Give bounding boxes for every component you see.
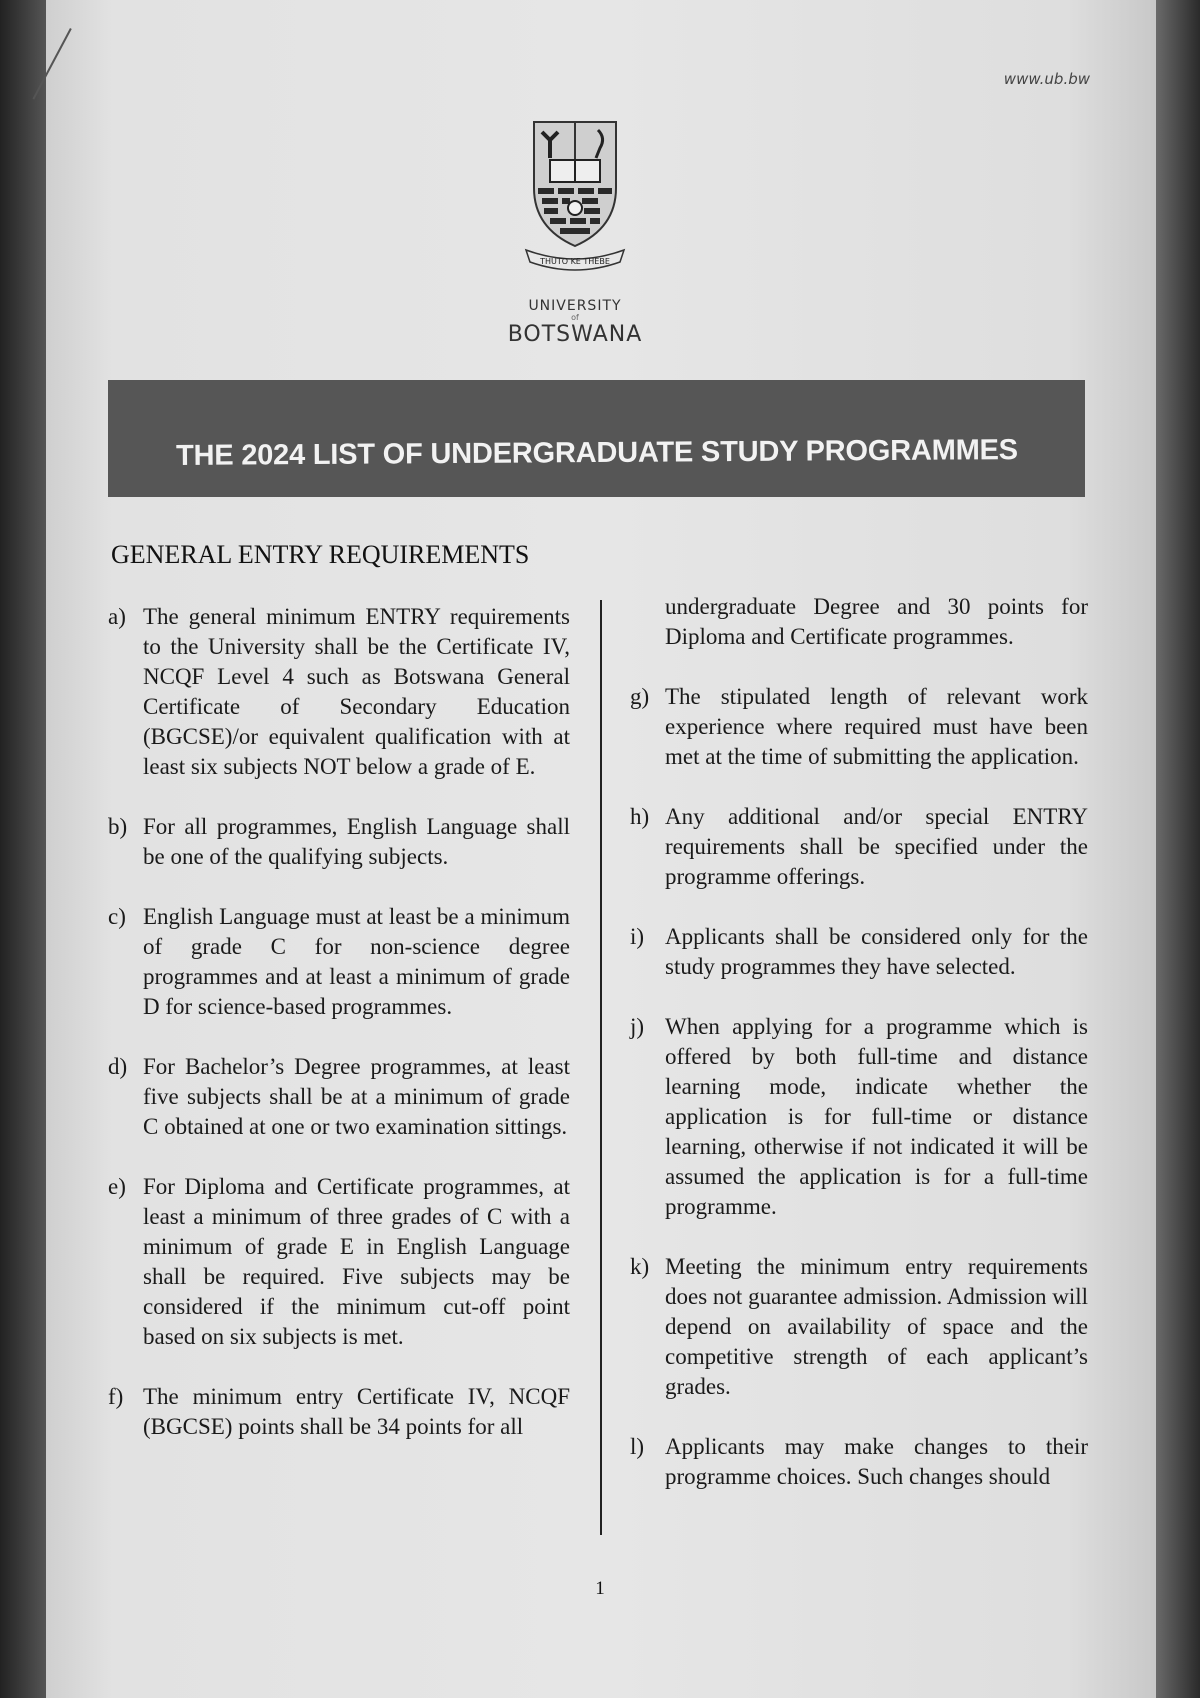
requirement-letter: h) <box>630 804 650 829</box>
requirement-letter: b) <box>108 814 128 839</box>
requirement-text: For Diploma and Certificate programmes, at least a minimum of three grades of C with a minimum of grade E in English Language shall be required. Five subjects may be considered if the minimum cut-off point based on six subjects is met. <box>143 1174 570 1349</box>
requirement-text: For all programmes, English Language shall be one of the qualifying subjects. <box>143 814 570 869</box>
university-line2: BOTSWANA <box>507 322 643 347</box>
left-column <box>108 602 570 1442</box>
requirement-letter: k) <box>630 1254 650 1279</box>
university-of: of <box>571 313 579 322</box>
requirement-text: For Bachelor’s Degree programmes, at least five subjects shall be at a minimum of grade C obtained at one or two examination sittings. <box>143 1054 570 1139</box>
requirement-text: English Language must at least be a minimum of grade C for non-science degree programmes and at least a minimum of grade D for science-based programmes. <box>143 904 570 1019</box>
requirement-letter: g) <box>630 684 650 709</box>
section-heading: GENERAL ENTRY REQUIREMENTS <box>111 540 530 569</box>
requirement-letter: i) <box>630 924 645 949</box>
requirement-d <box>108 1052 570 1142</box>
website-url: www.ub.bw <box>1003 70 1090 88</box>
page-number: 1 <box>595 1578 605 1599</box>
requirement-g <box>630 682 1088 772</box>
requirement-h <box>630 802 1088 892</box>
requirement-letter: a) <box>108 604 126 629</box>
requirement-text: Meeting the minimum entry requirements does not guarantee admission. Admission will depend on availability of space and the competitive strength of each applicant’s grades. <box>665 1254 1088 1399</box>
requirement-letter: l) <box>630 1434 645 1459</box>
title-banner <box>108 380 1085 497</box>
requirement-j <box>630 1012 1088 1222</box>
requirement-l <box>630 1432 1088 1492</box>
requirement-letter: f) <box>108 1384 124 1409</box>
crest-motto-text: THUTO KE THEBE <box>540 257 610 266</box>
requirement-i <box>630 922 1088 982</box>
university-crest-logo <box>520 118 630 278</box>
requirement-letter: c) <box>108 904 126 929</box>
requirement-text: The stipulated length of relevant work experience where required must have been met at the time of submitting the application. <box>665 684 1088 769</box>
right-column <box>630 592 1088 1492</box>
requirement-text: Any additional and/or special ENTRY requirements shall be specified under the programme offerings. <box>665 804 1088 889</box>
requirement-b <box>108 812 570 872</box>
requirement-k <box>630 1252 1088 1402</box>
page-left-edge <box>0 0 46 1698</box>
requirement-c <box>108 902 570 1022</box>
requirement-text: Applicants shall be considered only for the study programmes they have selected. <box>665 924 1088 979</box>
requirement-e <box>108 1172 570 1352</box>
requirement-letter: j) <box>630 1014 645 1039</box>
requirement-text: The general minimum ENTRY requirements to the University shall be the Certificate IV, NCQF Level 4 such as Botswana General Certificate of Secondary Education (BGCSE)/or equivalent qualification with at least six subjects NOT below a grade of E. <box>143 604 570 779</box>
column-divider <box>600 600 602 1535</box>
requirement-f-continuation: undergraduate Degree and 30 points for Diploma and Certificate programmes. <box>665 594 1088 649</box>
requirement-text: Applicants may make changes to their programme choices. Such changes should <box>665 1434 1088 1489</box>
university-wordmark <box>470 298 680 347</box>
banner-title: THE 2024 LIST OF UNDERGRADUATE STUDY PROGRAMMES <box>175 434 1018 472</box>
page-right-edge <box>1156 0 1200 1698</box>
university-line1: UNIVERSITY <box>528 298 622 314</box>
requirement-f <box>108 1382 570 1442</box>
requirement-letter: d) <box>108 1054 128 1079</box>
requirement-a <box>108 602 570 782</box>
requirement-text: When applying for a programme which is offered by both full-time and distance learning mode, indicate whether the application is for full-time or distance learning, otherwise if not indicated it will be assumed the application is for a full-time programme. <box>665 1014 1088 1219</box>
requirement-text: The minimum entry Certificate IV, NCQF (BGCSE) points shall be 34 points for all <box>143 1384 570 1439</box>
requirement-letter: e) <box>108 1174 126 1199</box>
